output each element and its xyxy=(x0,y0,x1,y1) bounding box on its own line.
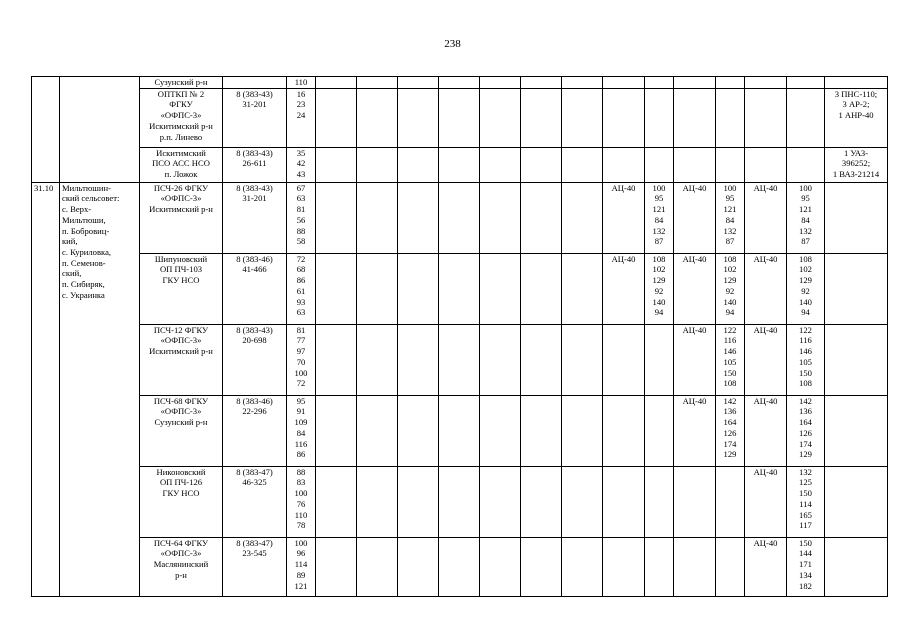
empty-cell xyxy=(480,147,521,182)
empty-cell xyxy=(398,466,439,537)
empty-cell xyxy=(398,324,439,395)
vehicle-cell xyxy=(603,466,645,537)
vehicle-cell: АЦ-40 xyxy=(745,253,787,324)
fire-response-table xyxy=(31,76,888,597)
time-cell: 142 136 164 126 174 129 xyxy=(716,395,745,466)
equipment-cell xyxy=(825,537,888,596)
vehicle-cell xyxy=(674,466,716,537)
empty-cell xyxy=(521,253,562,324)
vehicle-cell: АЦ-40 xyxy=(674,395,716,466)
empty-cell xyxy=(480,88,521,147)
settlement-cell xyxy=(60,77,140,183)
empty-cell xyxy=(562,182,603,253)
empty-cell xyxy=(316,147,357,182)
empty-cell xyxy=(480,466,521,537)
time-cell xyxy=(716,77,745,89)
empty-cell xyxy=(398,537,439,596)
time-cell: 108 102 129 92 140 94 xyxy=(787,253,825,324)
table-row xyxy=(32,253,888,324)
vehicle-cell xyxy=(745,77,787,89)
unit-cell: Шипуновский ОП ПЧ-103 ГКУ НСО xyxy=(140,253,223,324)
table-body xyxy=(32,77,888,597)
time-cell: 122 116 146 105 150 108 xyxy=(787,324,825,395)
equipment-cell xyxy=(825,324,888,395)
unit-cell: ОПТКП № 2 ФГКУ «ОФПС-3» Искитимский р-н р.п. Линево xyxy=(140,88,223,147)
vehicle-cell xyxy=(674,147,716,182)
time-cell xyxy=(645,77,674,89)
unit-cell: Искитимский ПСО АСС НСО п. Ложок xyxy=(140,147,223,182)
empty-cell xyxy=(562,253,603,324)
phone-cell: 8 (383-43) 26-611 xyxy=(223,147,287,182)
empty-cell xyxy=(398,147,439,182)
empty-cell xyxy=(562,537,603,596)
time-cell: 108 102 129 92 140 94 xyxy=(645,253,674,324)
time-cell: 150 144 171 134 182 xyxy=(787,537,825,596)
time-cell xyxy=(645,147,674,182)
empty-cell xyxy=(480,253,521,324)
empty-cell xyxy=(480,77,521,89)
time-cell: 67 63 81 56 88 58 xyxy=(287,182,316,253)
unit-cell: ПСЧ-68 ФГКУ «ОФПС-3» Сузунский р-н xyxy=(140,395,223,466)
page-number: 238 xyxy=(444,38,461,50)
vehicle-cell: АЦ-40 xyxy=(745,324,787,395)
time-cell: 100 95 121 84 132 87 xyxy=(645,182,674,253)
vehicle-cell xyxy=(674,88,716,147)
unit-cell: ПСЧ-12 ФГКУ «ОФПС-3» Искитимский р-н xyxy=(140,324,223,395)
table-row xyxy=(32,88,888,147)
time-cell: 142 136 164 126 174 129 xyxy=(787,395,825,466)
empty-cell xyxy=(357,466,398,537)
empty-cell xyxy=(316,88,357,147)
empty-cell xyxy=(439,77,480,89)
empty-cell xyxy=(521,466,562,537)
empty-cell xyxy=(439,147,480,182)
empty-cell xyxy=(439,253,480,324)
vehicle-cell: АЦ-40 xyxy=(674,182,716,253)
empty-cell xyxy=(398,77,439,89)
equipment-cell xyxy=(825,466,888,537)
vehicle-cell xyxy=(603,395,645,466)
empty-cell xyxy=(521,88,562,147)
equipment-cell xyxy=(825,395,888,466)
empty-cell xyxy=(316,537,357,596)
phone-cell: 8 (383-43) 31-201 xyxy=(223,182,287,253)
equipment-cell: 1 УАЗ- 396252; 1 ВАЗ-21214 xyxy=(825,147,888,182)
table-row xyxy=(32,537,888,596)
empty-cell xyxy=(398,88,439,147)
time-cell xyxy=(716,466,745,537)
time-cell xyxy=(645,88,674,147)
vehicle-cell xyxy=(603,147,645,182)
vehicle-cell: АЦ-40 xyxy=(603,253,645,324)
empty-cell xyxy=(562,88,603,147)
time-cell xyxy=(645,395,674,466)
time-cell: 35 42 43 xyxy=(287,147,316,182)
time-cell: 100 96 114 89 121 xyxy=(287,537,316,596)
empty-cell xyxy=(316,182,357,253)
empty-cell xyxy=(357,147,398,182)
empty-cell xyxy=(521,395,562,466)
vehicle-cell xyxy=(745,147,787,182)
empty-cell xyxy=(480,395,521,466)
time-cell: 95 91 109 84 116 86 xyxy=(287,395,316,466)
vehicle-cell xyxy=(603,537,645,596)
vehicle-cell: АЦ-40 xyxy=(745,466,787,537)
empty-cell xyxy=(439,182,480,253)
time-cell xyxy=(716,537,745,596)
time-cell xyxy=(787,77,825,89)
unit-cell: Сузунский р-н xyxy=(140,77,223,89)
equipment-cell xyxy=(825,182,888,253)
empty-cell xyxy=(439,537,480,596)
empty-cell xyxy=(357,182,398,253)
empty-cell xyxy=(562,395,603,466)
empty-cell xyxy=(316,77,357,89)
time-cell: 132 125 150 114 165 117 xyxy=(787,466,825,537)
phone-cell: 8 (383-47) 46-325 xyxy=(223,466,287,537)
vehicle-cell: АЦ-40 xyxy=(745,395,787,466)
empty-cell xyxy=(562,466,603,537)
vehicle-cell xyxy=(674,537,716,596)
empty-cell xyxy=(439,324,480,395)
empty-cell xyxy=(480,537,521,596)
vehicle-cell xyxy=(745,88,787,147)
phone-cell: 8 (383-46) 22-296 xyxy=(223,395,287,466)
empty-cell xyxy=(398,182,439,253)
time-cell: 122 116 146 105 150 108 xyxy=(716,324,745,395)
table-row xyxy=(32,466,888,537)
equipment-cell xyxy=(825,77,888,89)
time-cell xyxy=(787,147,825,182)
time-cell xyxy=(787,88,825,147)
time-cell: 16 23 24 xyxy=(287,88,316,147)
unit-cell: ПСЧ-64 ФГКУ «ОФПС-3» Маслянинский р-н xyxy=(140,537,223,596)
time-cell: 110 xyxy=(287,77,316,89)
vehicle-cell: АЦ-40 xyxy=(674,253,716,324)
time-cell xyxy=(716,88,745,147)
empty-cell xyxy=(357,324,398,395)
time-cell: 100 95 121 84 132 87 xyxy=(787,182,825,253)
time-cell xyxy=(645,466,674,537)
row-number-cell: 31.10 xyxy=(32,182,60,596)
empty-cell xyxy=(562,147,603,182)
empty-cell xyxy=(480,324,521,395)
vehicle-cell xyxy=(603,88,645,147)
empty-cell xyxy=(357,395,398,466)
empty-cell xyxy=(357,77,398,89)
phone-cell: 8 (383-43) 31-201 xyxy=(223,88,287,147)
vehicle-cell xyxy=(603,77,645,89)
empty-cell xyxy=(398,395,439,466)
vehicle-cell: АЦ-40 xyxy=(603,182,645,253)
empty-cell xyxy=(357,537,398,596)
time-cell: 100 95 121 84 132 87 xyxy=(716,182,745,253)
empty-cell xyxy=(439,466,480,537)
empty-cell xyxy=(439,395,480,466)
vehicle-cell xyxy=(603,324,645,395)
empty-cell xyxy=(562,324,603,395)
vehicle-cell: АЦ-40 xyxy=(674,324,716,395)
time-cell: 108 102 129 92 140 94 xyxy=(716,253,745,324)
table-row xyxy=(32,182,888,253)
unit-cell: ПСЧ-26 ФГКУ «ОФПС-3» Искитимский р-н xyxy=(140,182,223,253)
empty-cell xyxy=(521,324,562,395)
empty-cell xyxy=(316,324,357,395)
empty-cell xyxy=(439,88,480,147)
time-cell xyxy=(645,324,674,395)
time-cell xyxy=(716,147,745,182)
settlement-cell: Мильтюшин- ский сельсовет: с. Верх- Мильтюши, п. Бобровиц- кий, с. Куриловка, п. Семенов- ский, п. Сибиряк, с. Украинка xyxy=(60,182,140,596)
equipment-cell: 3 ПНС-110; 3 АР-2; 1 АНР-40 xyxy=(825,88,888,147)
vehicle-cell: АЦ-40 xyxy=(745,182,787,253)
vehicle-cell xyxy=(674,77,716,89)
empty-cell xyxy=(521,182,562,253)
table-row xyxy=(32,324,888,395)
table-row xyxy=(32,395,888,466)
phone-cell xyxy=(223,77,287,89)
phone-cell: 8 (383-46) 41-466 xyxy=(223,253,287,324)
empty-cell xyxy=(521,77,562,89)
empty-cell xyxy=(398,253,439,324)
phone-cell: 8 (383-43) 20-698 xyxy=(223,324,287,395)
empty-cell xyxy=(562,77,603,89)
phone-cell: 8 (383-47) 23-545 xyxy=(223,537,287,596)
vehicle-cell: АЦ-40 xyxy=(745,537,787,596)
time-cell xyxy=(645,537,674,596)
time-cell: 81 77 97 70 100 72 xyxy=(287,324,316,395)
equipment-cell xyxy=(825,253,888,324)
empty-cell xyxy=(357,253,398,324)
time-cell: 88 83 100 76 110 78 xyxy=(287,466,316,537)
unit-cell: Никоновский ОП ПЧ-126 ГКУ НСО xyxy=(140,466,223,537)
empty-cell xyxy=(357,88,398,147)
time-cell: 72 68 86 61 93 63 xyxy=(287,253,316,324)
empty-cell xyxy=(316,395,357,466)
row-number-cell xyxy=(32,77,60,183)
empty-cell xyxy=(521,147,562,182)
table-row xyxy=(32,77,888,89)
table-row xyxy=(32,147,888,182)
empty-cell xyxy=(316,466,357,537)
empty-cell xyxy=(316,253,357,324)
empty-cell xyxy=(480,182,521,253)
empty-cell xyxy=(521,537,562,596)
